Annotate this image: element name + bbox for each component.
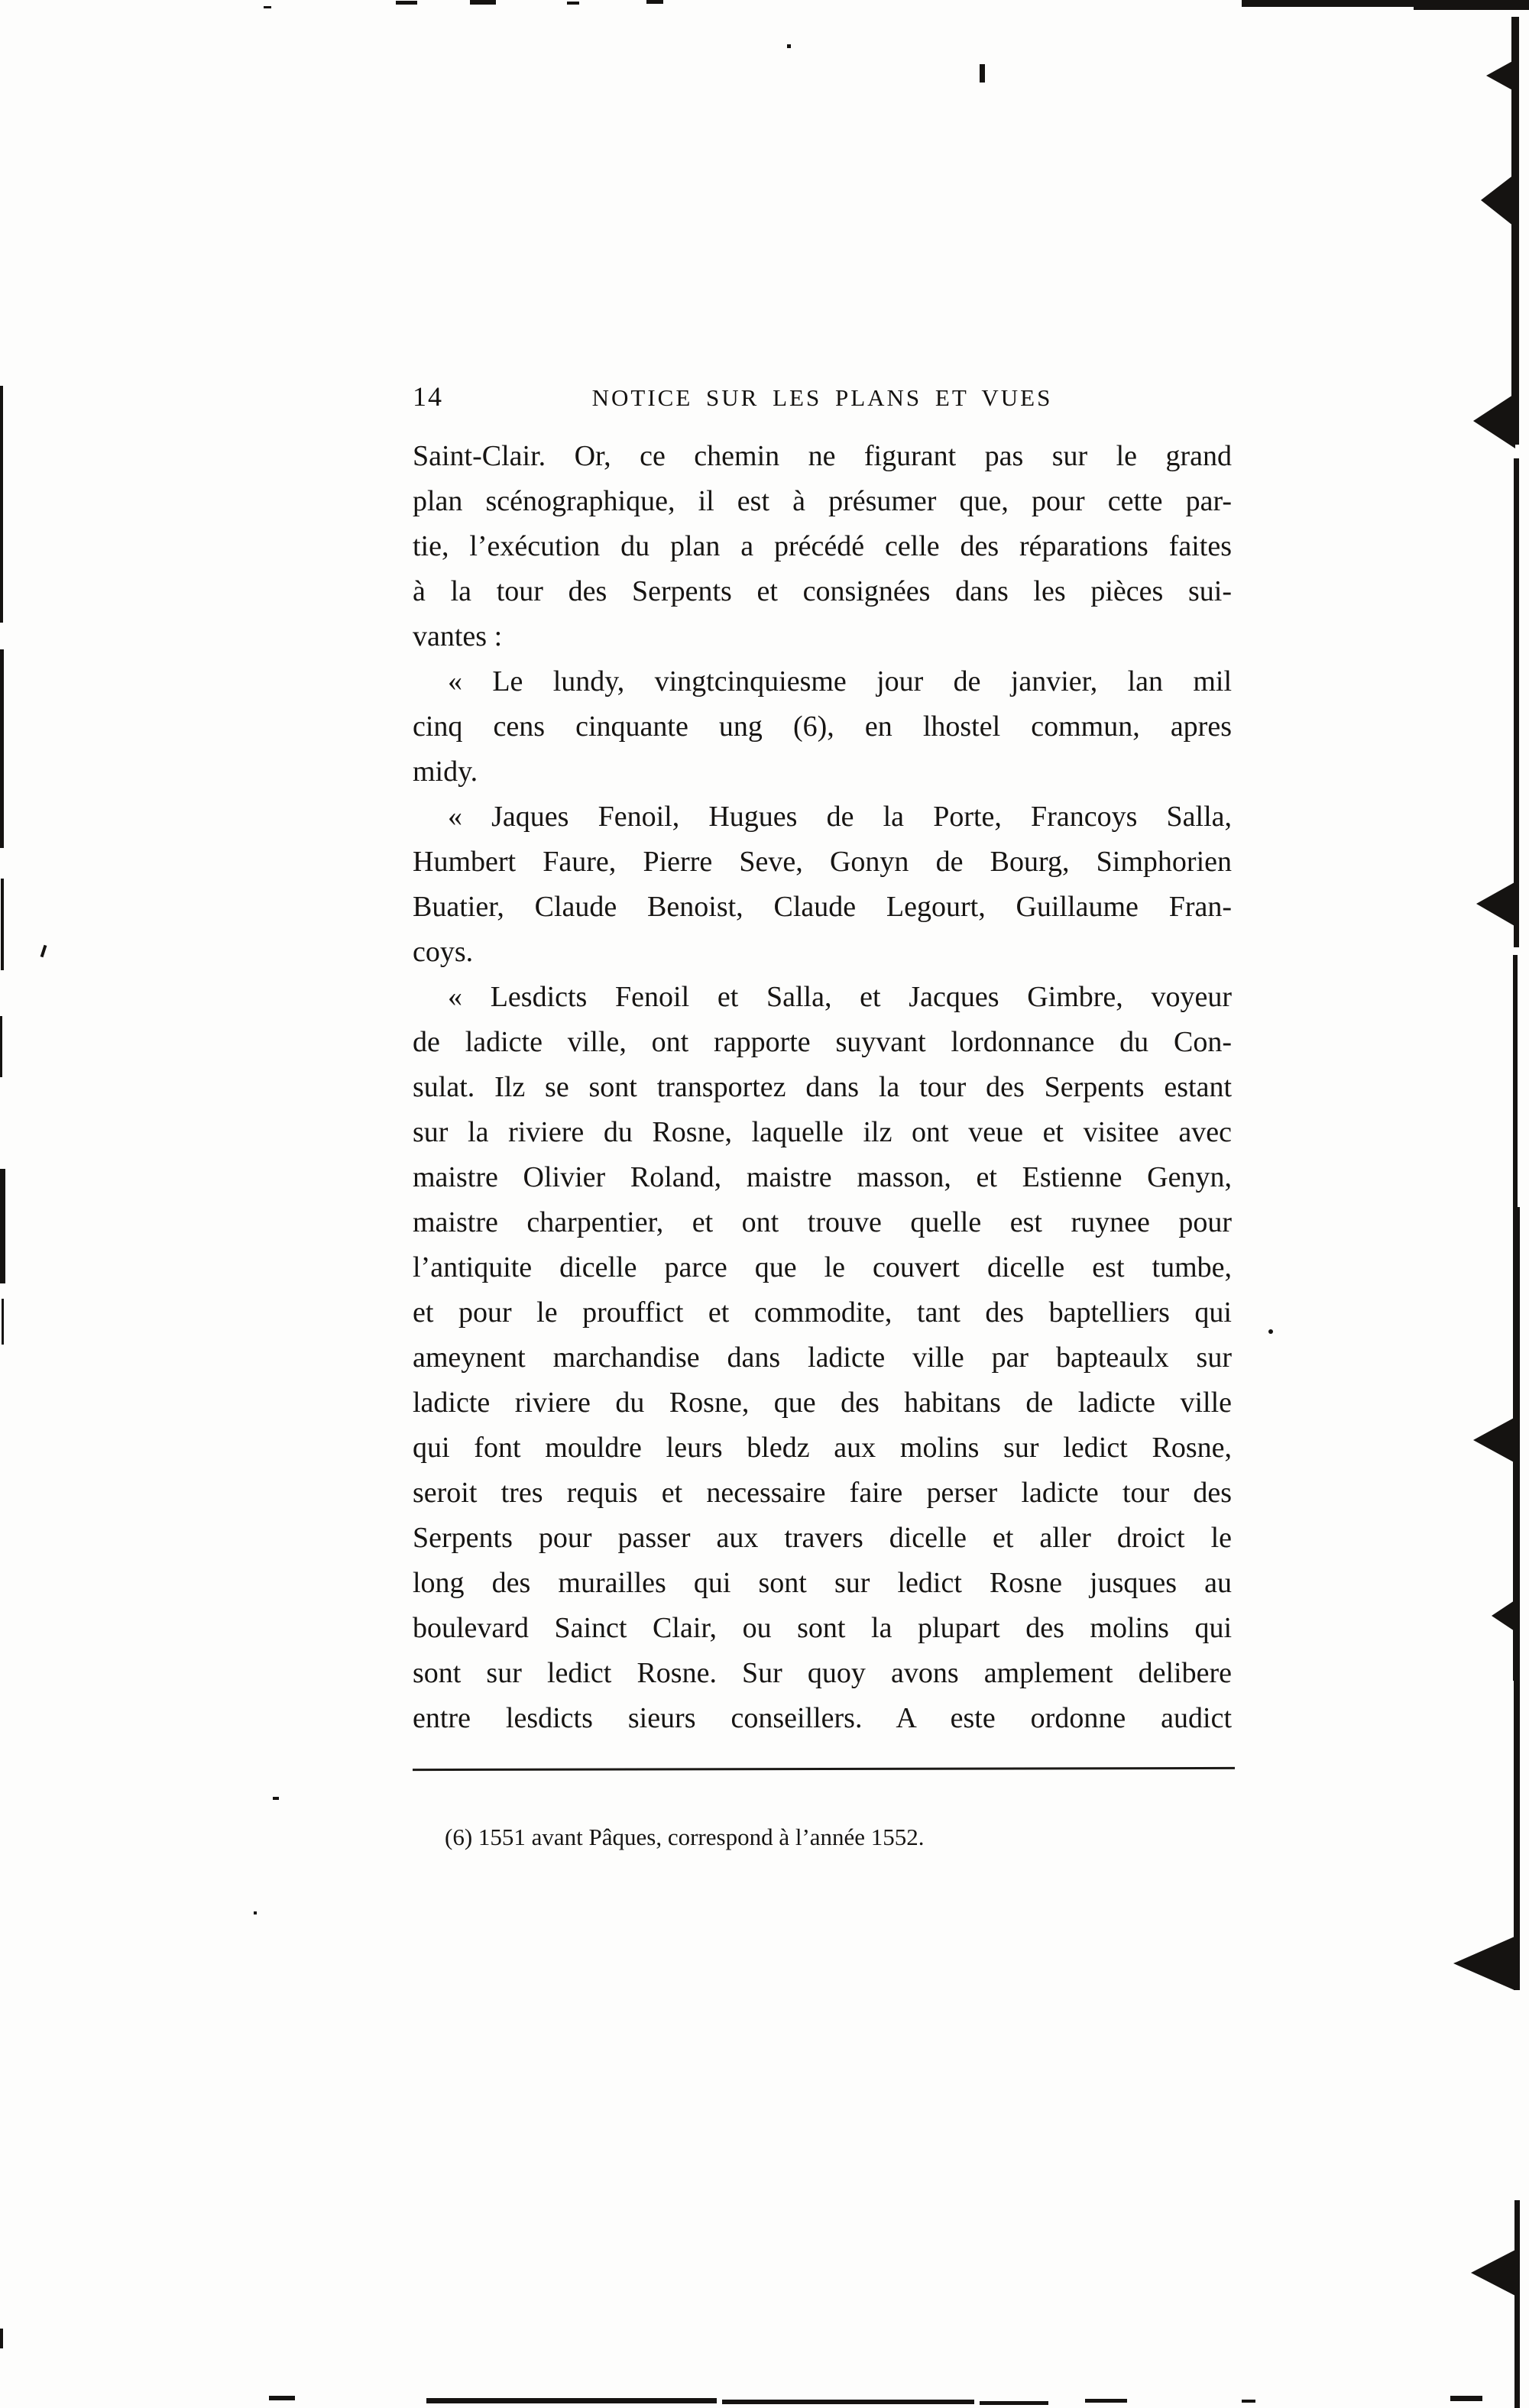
right-edge-binding-strip [1514, 2200, 1520, 2408]
page-number: 14 [413, 381, 443, 412]
left-edge-strip [0, 1169, 5, 1283]
binding-blob [1481, 172, 1518, 229]
body-line: de ladicte ville, ont rapporte suyvant lordonnance du Con- [413, 1026, 1232, 1058]
scan-speck [787, 44, 791, 48]
body-line: sur la riviere du Rosne, laquelle ilz ont veue et visitee avec [413, 1116, 1232, 1148]
body-line: midy. [413, 756, 478, 788]
scan-speck [470, 0, 496, 5]
bottom-edge-mark [1450, 2396, 1482, 2401]
binding-blob [1492, 1600, 1514, 1631]
body-line: qui font mouldre leurs bledz aux molins sur ledict Rosne, [413, 1432, 1232, 1464]
left-edge-strip [2, 1299, 4, 1345]
binding-blob [1453, 1937, 1514, 1990]
binding-blob [1473, 393, 1515, 448]
scan-speck [980, 64, 985, 83]
margin-tick [40, 945, 47, 957]
bottom-edge-mark [980, 2401, 1048, 2405]
body-line: ameynent marchandise dans ladicte ville par bapteaulx sur [413, 1342, 1232, 1374]
body-line: l’antiquite dicelle parce que le couvert dicelle est tumbe, [413, 1251, 1232, 1283]
binding-blob [1471, 2250, 1515, 2296]
body-line: Serpents pour passer aux travers dicelle et aller droict le [413, 1522, 1232, 1554]
scan-speck [567, 2, 579, 5]
body-line: coys. [413, 936, 474, 968]
body-line: plan scénographique, il est à présumer que, pour cette par- [413, 485, 1232, 517]
binding-blob [1486, 60, 1515, 92]
scan-speck [646, 0, 663, 4]
right-edge-binding-strip [1514, 1681, 1520, 1990]
scan-speck [264, 6, 271, 8]
bottom-edge-mark [1085, 2399, 1127, 2403]
body-line: tie, l’exécution du plan a précédé celle des réparations faites [413, 530, 1232, 562]
binding-blob [1476, 882, 1514, 926]
body-line: maistre Olivier Roland, maistre masson, et Estienne Genyn, [413, 1161, 1232, 1193]
scan-speck [1268, 1329, 1273, 1334]
body-line: sont sur ledict Rosne. Sur quoy avons amplement delibere [413, 1657, 1232, 1689]
body-line: Humbert Faure, Pierre Seve, Gonyn de Bourg, Simphorien [413, 846, 1232, 878]
body-line: « Jaques Fenoil, Hugues de la Porte, Francoys Salla, [448, 801, 1232, 833]
bottom-edge-mark [1242, 2400, 1255, 2403]
top-edge-streak [1242, 0, 1529, 7]
body-line: long des murailles qui sont sur ledict Rosne jusques au [413, 1567, 1232, 1599]
body-line: « Lesdicts Fenoil et Salla, et Jacques Gimbre, voyeur [448, 981, 1232, 1013]
body-line: à la tour des Serpents et consignées dans les pièces sui- [413, 575, 1232, 607]
scan-speck [396, 1, 417, 5]
body-line: maistre charpentier, et ont trouve quelle est ruynee pour [413, 1206, 1232, 1238]
running-header-title: NOTICE SUR LES PLANS ET VUES [591, 384, 1053, 411]
bottom-edge-mark [426, 2398, 717, 2403]
left-edge-strip [0, 386, 3, 623]
body-line: « Le lundy, vingtcinquiesme jour de janvier, lan mil [448, 665, 1232, 697]
body-line: entre lesdicts sieurs conseillers. A este ordonne audict [413, 1702, 1232, 1734]
body-line: seroit tres requis et necessaire faire perser ladicte tour des [413, 1477, 1232, 1509]
footnote-separator-rule [413, 1767, 1235, 1771]
footnote-text: (6) 1551 avant Pâques, correspond à l’année 1552. [445, 1824, 925, 1850]
right-edge-binding-strip [1514, 458, 1519, 947]
bottom-edge-mark [722, 2400, 974, 2404]
body-line: et pour le prouffict et commodite, tant des baptelliers qui [413, 1296, 1232, 1329]
binding-blob [1473, 1417, 1515, 1463]
bottom-edge-mark [269, 2396, 295, 2400]
left-edge-strip [1, 879, 4, 970]
scan-speck [273, 1797, 279, 1800]
body-text-column [413, 434, 1232, 1741]
top-edge-streak [1414, 7, 1529, 10]
body-line: sulat. Ilz se sont transportez dans la tour des Serpents estant [413, 1071, 1232, 1103]
left-edge-strip [0, 1016, 2, 1077]
body-line: boulevard Sainct Clair, ou sont la plupart des molins qui [413, 1612, 1232, 1644]
body-line: ladicte riviere du Rosne, que des habitans de ladicte ville [413, 1387, 1232, 1419]
body-line: vantes : [413, 620, 503, 652]
body-line: Buatier, Claude Benoist, Claude Legourt, Guillaume Fran- [413, 891, 1232, 923]
body-line: cinq cens cinquante ung (6), en lhostel commun, apres [413, 710, 1232, 743]
left-edge-strip [0, 2329, 3, 2348]
right-edge-binding-strip [1513, 955, 1518, 1207]
scan-speck [254, 1911, 257, 1914]
left-edge-strip [0, 649, 4, 848]
body-line: Saint-Clair. Or, ce chemin ne figurant pas sur le grand [413, 440, 1232, 472]
